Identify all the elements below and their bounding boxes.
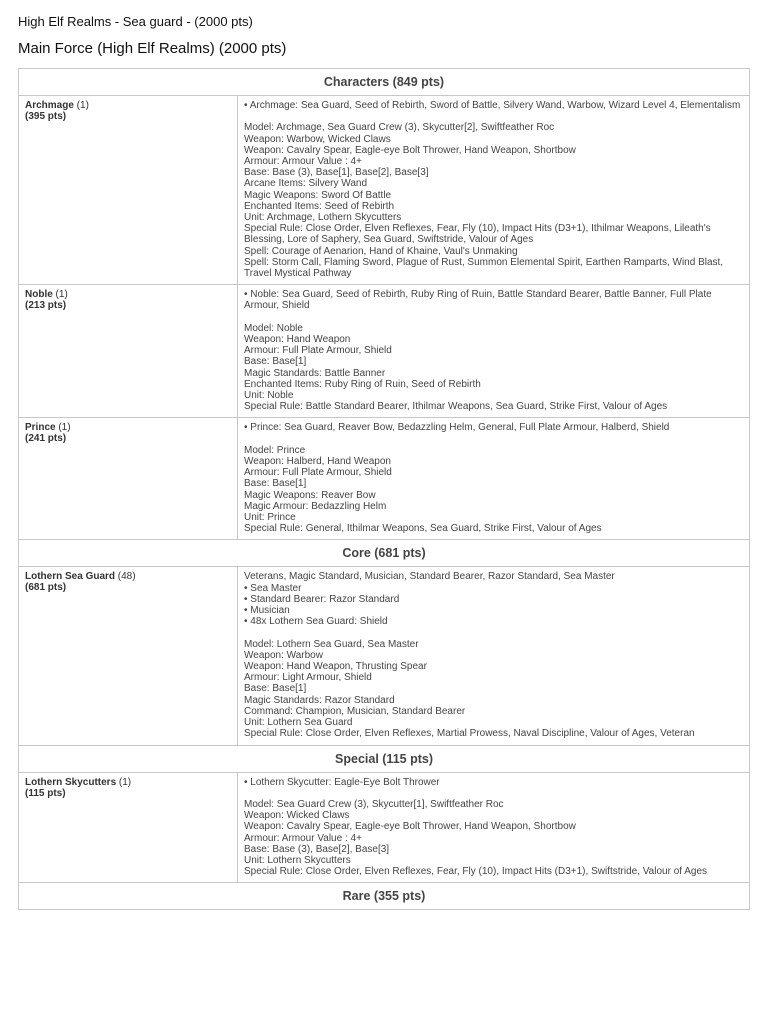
unit-summary-line: • Standard Bearer: Razor Standard	[244, 593, 400, 605]
unit-detail-line: Unit: Archmage, Lothern Skycutters	[244, 212, 402, 224]
unit-detail-line: Model: Sea Guard Crew (3), Skycutter[1], Swiftfeather Roc	[244, 798, 504, 810]
unit-detail-line: Base: Base[1]	[244, 478, 307, 490]
unit-detail-line: Unit: Lothern Sea Guard	[244, 717, 353, 729]
unit-detail-line: Model: Prince	[244, 444, 306, 456]
unit-detail-line: Enchanted Items: Ruby Ring of Ruin, Seed of Rebirth	[244, 378, 481, 390]
unit-name: Prince	[25, 422, 56, 434]
unit-detail-line: Special Rule: Battle Standard Bearer, Ithilmar Weapons, Sea Guard, Strike First, Valour of Ages	[244, 401, 668, 413]
unit-details-cell	[238, 285, 750, 418]
unit-detail-line: Command: Champion, Musician, Standard Bearer	[244, 705, 466, 717]
section-header: Special (115 pts)	[19, 745, 750, 772]
section-header-row	[19, 69, 750, 96]
spacer	[244, 434, 743, 445]
document-title: High Elf Realms - Sea guard - (2000 pts)	[18, 14, 253, 29]
unit-summary-line: • Lothern Skycutter: Eagle-Eye Bolt Thrower	[244, 776, 440, 788]
section-header-row	[19, 883, 750, 910]
unit-detail-line: Weapon: Cavalry Spear, Eagle-eye Bolt Thrower, Hand Weapon, Shortbow	[244, 144, 576, 156]
unit-row	[19, 285, 750, 418]
unit-detail-line: Magic Standards: Razor Standard	[244, 694, 395, 706]
unit-detail-line: Armour: Armour Value : 4+	[244, 832, 362, 844]
unit-details-cell	[238, 418, 750, 540]
unit-name-cell	[19, 567, 238, 745]
unit-detail-line: Weapon: Warbow	[244, 649, 323, 661]
unit-detail-line: Spell: Storm Call, Flaming Sword, Plague of Rust, Summon Elemental Spirit, Earthen Ramparts, Wind Blast, Travel Mystical Pathway	[244, 256, 724, 280]
unit-detail-line: Armour: Full Plate Armour, Shield	[244, 467, 392, 479]
unit-detail-line: Magic Armour: Bedazzling Helm	[244, 500, 387, 512]
section-header-row	[19, 540, 750, 567]
unit-name-cell	[19, 772, 238, 883]
unit-summary-line: • Prince: Sea Guard, Reaver Bow, Bedazzling Helm, General, Full Plate Armour, Halberd, Shield	[244, 422, 670, 434]
unit-detail-line: Weapon: Cavalry Spear, Eagle-eye Bolt Thrower, Hand Weapon, Shortbow	[244, 821, 576, 833]
unit-count: (1)	[116, 776, 132, 788]
unit-detail-line: Special Rule: Close Order, Elven Reflexes, Martial Prowess, Naval Discipline, Valour of Ages, Veteran	[244, 728, 695, 740]
roster-table	[18, 68, 750, 910]
unit-detail-line: Enchanted Items: Seed of Rebirth	[244, 200, 395, 212]
spacer	[244, 111, 743, 122]
unit-count: (1)	[55, 422, 71, 434]
unit-detail-line: Weapon: Hand Weapon	[244, 334, 351, 346]
unit-name: Lothern Skycutters	[25, 776, 117, 788]
unit-points: (241 pts)	[25, 433, 67, 445]
unit-detail-line: Model: Lothern Sea Guard, Sea Master	[244, 638, 419, 650]
force-title: Main Force (High Elf Realms) (2000 pts)	[18, 40, 287, 57]
unit-summary-line: • Noble: Sea Guard, Seed of Rebirth, Ruby Ring of Ruin, Battle Standard Bearer, Battle Banner, Full Plate Armour, Shield	[244, 289, 712, 312]
unit-detail-line: Model: Noble	[244, 322, 303, 334]
unit-name: Archmage	[25, 100, 74, 111]
unit-summary-line: • Archmage: Sea Guard, Seed of Rebirth, Sword of Battle, Silvery Wand, Warbow, Wizard Level 4, Elementalism	[244, 100, 741, 111]
unit-points: (395 pts)	[25, 111, 67, 122]
unit-summary-line: • Sea Master	[244, 582, 302, 594]
unit-detail-line: Weapon: Halberd, Hand Weapon	[244, 456, 391, 468]
unit-detail-line: Base: Base[1]	[244, 683, 307, 695]
unit-points: (681 pts)	[25, 582, 67, 594]
unit-details-cell	[238, 96, 750, 285]
roster-body	[19, 69, 750, 910]
unit-detail-line: Magic Weapons: Reaver Bow	[244, 489, 376, 501]
unit-points: (115 pts)	[25, 787, 66, 799]
unit-detail-line: Base: Base (3), Base[2], Base[3]	[244, 843, 390, 855]
unit-summary-line: Veterans, Magic Standard, Musician, Standard Bearer, Razor Standard, Sea Master	[244, 571, 615, 583]
unit-summary-line: • 48x Lothern Sea Guard: Shield	[244, 616, 388, 628]
unit-detail-line: Magic Weapons: Sword Of Battle	[244, 189, 392, 201]
unit-detail-line: Model: Archmage, Sea Guard Crew (3), Skycutter[2], Swiftfeather Roc	[244, 122, 555, 134]
section-header: Characters (849 pts)	[19, 69, 750, 96]
unit-name-cell	[19, 96, 238, 285]
unit-detail-line: Armour: Full Plate Armour, Shield	[244, 345, 392, 357]
unit-name: Noble	[25, 289, 53, 301]
unit-detail-line: Arcane Items: Silvery Wand	[244, 178, 368, 190]
unit-detail-line: Magic Standards: Battle Banner	[244, 367, 386, 379]
unit-summary-line: • Musician	[244, 605, 290, 617]
unit-count: (1)	[52, 289, 68, 301]
unit-name-cell	[19, 285, 238, 418]
spacer	[244, 788, 743, 799]
unit-detail-line: Base: Base (3), Base[1], Base[2], Base[3]	[244, 167, 429, 179]
unit-row	[19, 96, 750, 285]
unit-detail-line: Base: Base[1]	[244, 356, 307, 368]
unit-name-cell	[19, 418, 238, 540]
section-header: Rare (355 pts)	[19, 883, 750, 910]
unit-detail-line: Special Rule: Close Order, Elven Reflexes, Fear, Fly (10), Impact Hits (D3+1), Ithilmar Weapons, Lileath's Blessing, Lore of Saphery, Sea Guard, Swiftstride, Valour of Ages	[244, 223, 711, 246]
unit-row	[19, 567, 750, 745]
unit-count: (48)	[115, 571, 136, 583]
unit-detail-line: Spell: Courage of Aenarion, Hand of Khaine, Vaul's Unmaking	[244, 245, 518, 257]
unit-detail-line: Unit: Lothern Skycutters	[244, 854, 351, 866]
spacer	[244, 312, 743, 323]
unit-details-cell	[238, 772, 750, 883]
unit-detail-line: Weapon: Warbow, Wicked Claws	[244, 133, 391, 145]
unit-detail-line: Armour: Armour Value : 4+	[244, 156, 362, 167]
unit-details-cell	[238, 567, 750, 745]
unit-detail-line: Weapon: Wicked Claws	[244, 810, 350, 822]
unit-detail-line: Special Rule: Close Order, Elven Reflexes, Fear, Fly (10), Impact Hits (D3+1), Swiftstride, Valour of Ages	[244, 866, 708, 878]
unit-detail-line: Armour: Light Armour, Shield	[244, 672, 372, 684]
unit-name: Lothern Sea Guard	[25, 571, 116, 583]
spacer	[244, 627, 743, 638]
unit-detail-line: Weapon: Hand Weapon, Thrusting Spear	[244, 661, 427, 673]
unit-row	[19, 418, 750, 540]
unit-detail-line: Special Rule: General, Ithilmar Weapons, Sea Guard, Strike First, Valour of Ages	[244, 523, 602, 535]
section-header-row	[19, 745, 750, 772]
unit-row	[19, 772, 750, 883]
unit-points: (213 pts)	[25, 300, 67, 312]
unit-count: (1)	[73, 100, 89, 111]
section-header: Core (681 pts)	[19, 540, 750, 567]
unit-detail-line: Unit: Noble	[244, 390, 294, 402]
unit-detail-line: Unit: Prince	[244, 512, 296, 524]
